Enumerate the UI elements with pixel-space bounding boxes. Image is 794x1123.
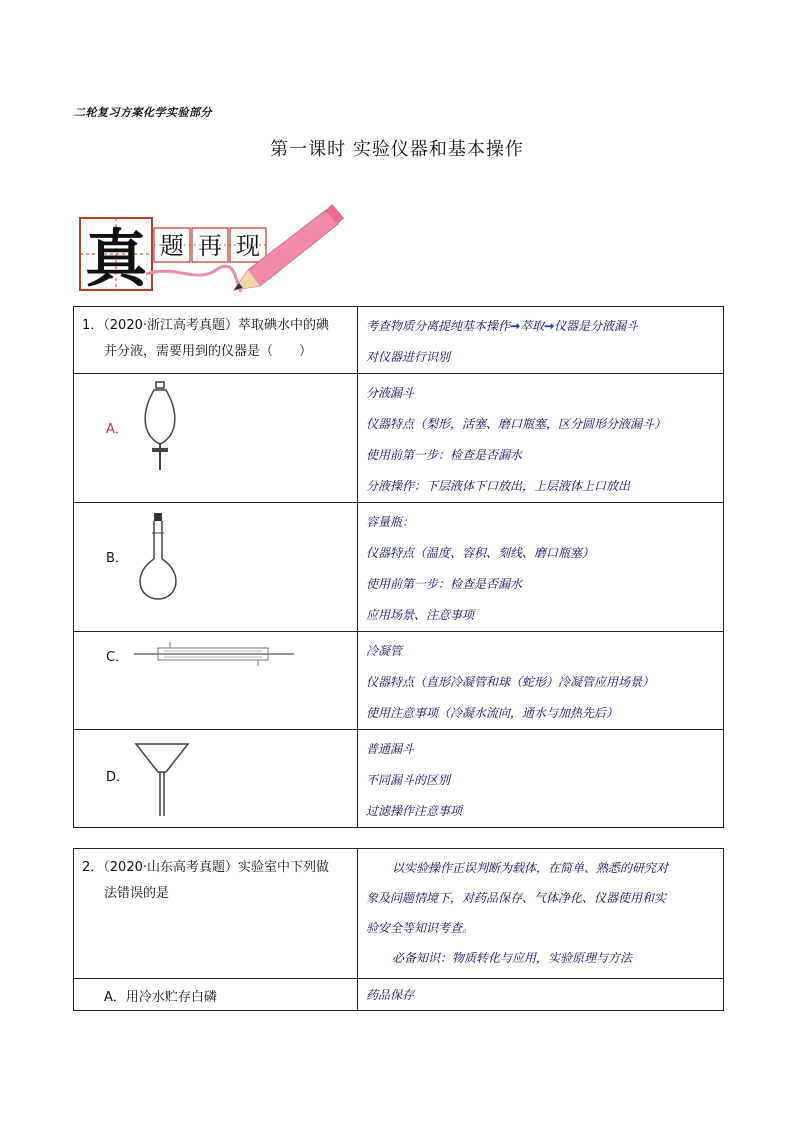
banner-graphic — [76, 204, 346, 300]
q1-stem-cell — [74, 307, 358, 374]
condenser-icon — [134, 642, 294, 666]
arrow-icon: ➞ — [544, 319, 555, 333]
banner-char-2: 再 — [198, 232, 222, 260]
q2-option-a-note: 药品保存 — [358, 979, 724, 1011]
q1-option-a — [74, 374, 358, 503]
q2-option-a-label: A．用冷水贮存白磷 — [104, 990, 217, 1005]
q1-option-c — [74, 632, 358, 730]
option-b-label: B． — [106, 551, 128, 566]
squiggle-line — [146, 266, 241, 292]
banner-big-char: 真 — [84, 222, 148, 295]
q1-analysis-line-2: 对仪器进行识别 — [366, 350, 451, 364]
q1-option-d — [74, 730, 358, 828]
question-2-table — [73, 848, 724, 1011]
q2-stem-line-2: 法错误的是 — [104, 886, 170, 901]
option-c-label: C． — [106, 650, 129, 665]
q1-analysis-line-1: 考查物质分离提纯基本操作➞萃取➞仪器是分液漏斗 — [366, 319, 639, 333]
q2-stem-line-1: 2．（2020·山东高考真题）实验室中下列做 — [82, 860, 329, 875]
q1-stem-line-1: 1．（2020·浙江高考真题）萃取碘水中的碘 — [82, 318, 329, 333]
q2-option-a — [74, 979, 358, 1011]
q2-analysis-cell: 以实验操作正误判断为载体，在简单、熟悉的研究对 象及问题情境下，对药品保存、气体净化、仪器使用和实 验安全等知识考查。 必备知识：物质转化与应用，实验原理与方法 — [358, 849, 724, 979]
q2-stem-cell — [74, 849, 358, 979]
option-d-label: D． — [106, 770, 130, 785]
q1-option-b-notes: 容量瓶： 仪器特点（温度、容积、刻线、磨口瓶塞） 使用前第一步：检查是否漏水 应用场景、注意事项 — [358, 503, 724, 632]
page-title: 第一课时 实验仪器和基本操作 — [270, 139, 524, 160]
header-note: 二轮复习方案化学实验部分 — [74, 106, 212, 119]
banner-char-3: 现 — [236, 232, 260, 260]
volumetric-flask-icon — [130, 511, 190, 603]
funnel-icon — [132, 740, 192, 820]
separatory-funnel-icon — [130, 378, 190, 474]
option-a-label: A． — [106, 422, 128, 437]
q1-stem-line-2: 并分液，需要用到的仪器是（ ） — [104, 344, 313, 359]
q1-analysis-cell — [358, 307, 724, 374]
q1-option-c-notes: 冷凝管 仪器特点（直形冷凝管和球（蛇形）冷凝管应用场景） 使用注意事项（冷凝水流向，通水与加热先后） — [358, 632, 724, 730]
arrow-icon: ➞ — [510, 319, 521, 333]
q1-option-a-notes: 分液漏斗 仪器特点（梨形，活塞、磨口瓶塞，区分圆形分液漏斗） 使用前第一步：检查是否漏水 分液操作：下层液体下口放出，上层液体上口放出 — [358, 374, 724, 503]
question-1-table — [73, 306, 724, 828]
q1-option-b — [74, 503, 358, 632]
banner-char-1: 题 — [160, 232, 184, 260]
q1-option-d-notes: 普通漏斗 不同漏斗的区别 过滤操作注意事项 — [358, 730, 724, 828]
